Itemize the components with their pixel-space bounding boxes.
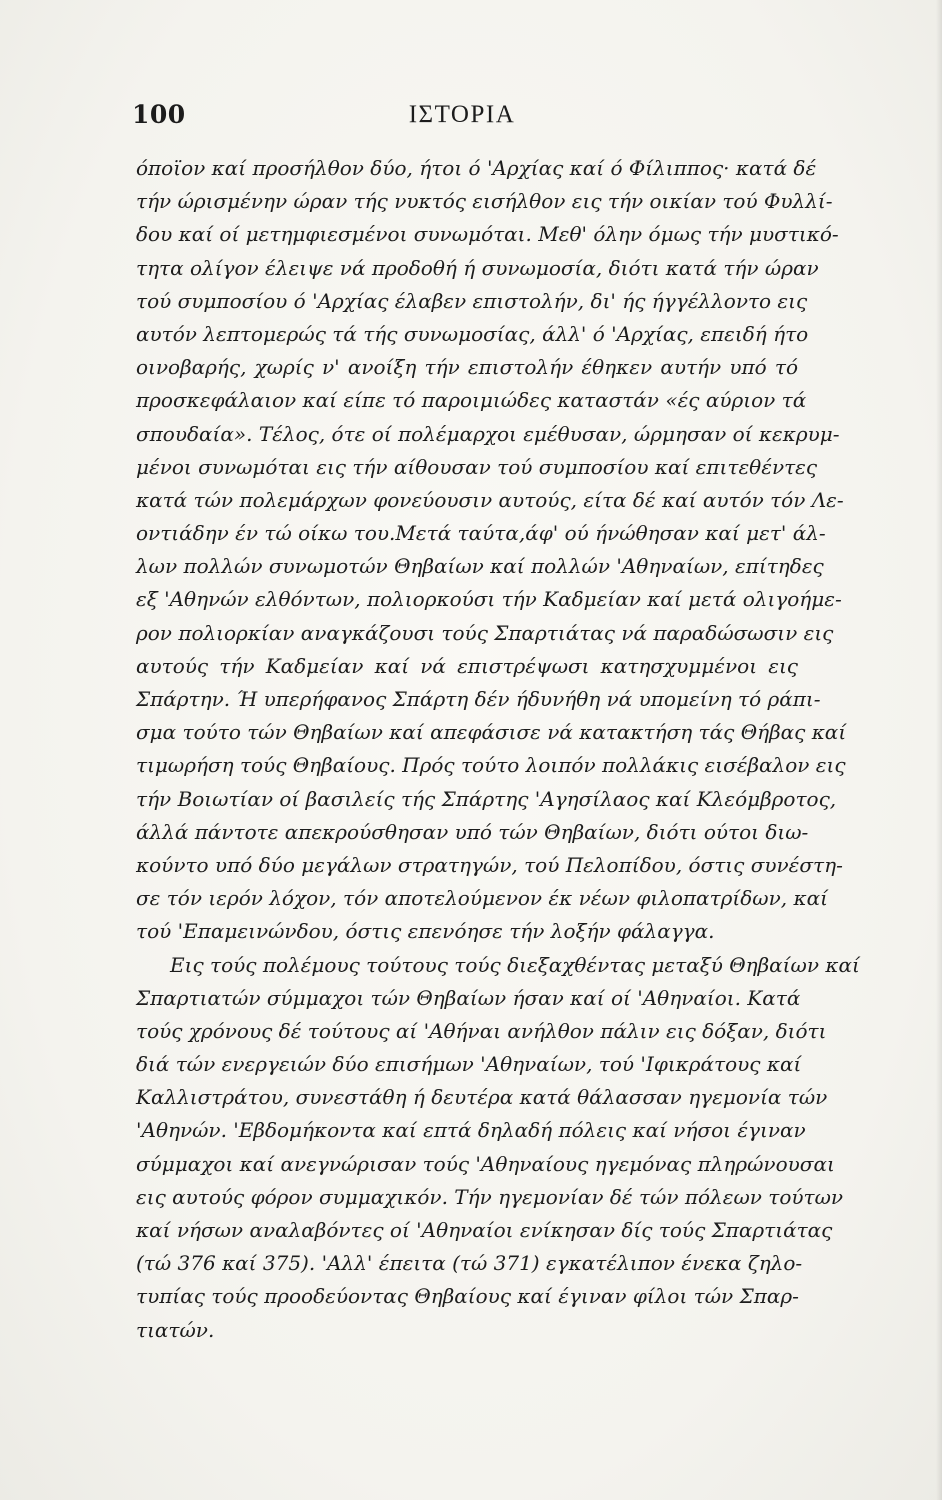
text-line: εξ 'Αθηνών ελθόντων, πολιορκούσι τήν Καδμείαν καί μετά ολιγοήμε- bbox=[136, 587, 842, 612]
text-line: τυπίας τούς προοδεύοντας Θηβαίους καί έγιναν φίλοι τών Σπαρ- bbox=[136, 1284, 799, 1309]
text-line: σμα τούτο τών Θηβαίων καί απεφάσισε νά κατακτήση τάς Θήβας καί bbox=[136, 720, 847, 745]
text-line: τού συμποσίου ό 'Αρχίας έλαβεν επιστολήν, δι' ής ήγγέλλοντο εις bbox=[136, 288, 808, 313]
text-line: τήν ώρισμένην ώραν τής νυκτός εισήλθον εις τήν οικίαν τού Φυλλί- bbox=[136, 189, 833, 214]
text-line: λων πολλών συνωμοτών Θηβαίων καί πολλών 'Αθηναίων, επίτηδες bbox=[136, 554, 824, 579]
text-line: (τώ 376 καί 375). 'Αλλ' έπειτα (τώ 371) εγκατέλιπον ένεκα ζηλο- bbox=[136, 1251, 803, 1276]
text-line: μένοι συνωμόται εις τήν αίθουσαν τού συμποσίου καί επιτεθέντες bbox=[136, 454, 818, 479]
text-line: Σπάρτην. Ή υπερήφανος Σπάρτη δέν ήδυνήθη νά υπομείνη τό ράπι- bbox=[136, 687, 821, 711]
text-line: τού 'Επαμεινώνδου, όστις επενόησε τήν λοξήν φάλαγγα. bbox=[136, 919, 715, 944]
text-line: καί νήσων αναλαβόντες οί 'Αθηναίοι ενίκησαν δίς τούς Σπαρτιάτας bbox=[136, 1218, 833, 1242]
text-line: ρον πολιορκίαν αναγκάζουσι τούς Σπαρτιάτας νά παραδώσωσιν εις bbox=[136, 620, 834, 645]
text-line: Καλλιστράτου, συνεστάθη ή δευτέρα κατά θάλασσαν ηγεμονία τών bbox=[136, 1085, 828, 1110]
text-line: οντιάδην έν τώ οίκω του.Μετά ταύτα,άφ' ού ήνώθησαν καί μετ' άλ- bbox=[136, 521, 826, 546]
text-line: κατά τών πολεμάρχων φονεύουσιν αυτούς, είτα δέ καί αυτόν τόν Λε- bbox=[136, 487, 844, 512]
text-line: 'Αθηνών. 'Εβδομήκοντα καί επτά δηλαδή πόλεις καί νήσοι έγιναν bbox=[136, 1118, 806, 1143]
running-title: ΙΣΤΟΡΙΑ bbox=[408, 101, 516, 128]
text-line: Σπαρτιατών σύμμαχοι τών Θηβαίων ήσαν καί οί 'Αθηναίοι. Κατά bbox=[136, 985, 801, 1010]
text-line: τιμωρήση τούς Θηβαίους. Πρός τούτο λοιπόν πολλάκις εισέβαλον εις bbox=[136, 753, 846, 778]
text-line: σύμμαχοι καί ανεγνώρισαν τούς 'Αθηναίους ηγεμόνας πληρώνουσαι bbox=[136, 1151, 835, 1176]
text-line: αυτούς τήν Καδμείαν καί νά επιστρέψωσι κατησχυμμένοι εις bbox=[136, 653, 798, 678]
text-line: κούντο υπό δύο μεγάλων στρατηγών, τού Πελοπίδου, όστις συνέστη- bbox=[136, 852, 843, 877]
text-line: τούς χρόνους δέ τούτους αί 'Αθήναι ανήλθον πάλιν εις δόξαν, διότι bbox=[136, 1018, 827, 1043]
text-line: άλλά πάντοτε απεκρούσθησαν υπό τών Θηβαίων, διότι ούτοι διω- bbox=[136, 819, 809, 844]
page-header bbox=[132, 100, 792, 136]
text-line: σπουδαία». Τέλος, ότε οί πολέμαρχοι εμέθυσαν, ώρμησαν οί κεκρυμ- bbox=[136, 421, 840, 446]
text-line: τιατών. bbox=[136, 1317, 215, 1342]
text-line: σε τόν ιερόν λόχον, τόν αποτελούμενον έκ νέων φιλοπατρίδων, καί bbox=[136, 886, 828, 911]
body-text bbox=[136, 152, 860, 1347]
text-line: διά τών ενεργειών δύο επισήμων 'Αθηναίων, τού 'Ιφικράτους καί bbox=[136, 1052, 802, 1077]
text-line: τήν Βοιωτίαν οί βασιλείς τής Σπάρτης 'Αγησίλαος καί Κλεόμβροτος, bbox=[136, 786, 837, 811]
text-line: Εις τούς πολέμους τούτους τούς διεξαχθέντας μεταξύ Θηβαίων καί bbox=[170, 952, 860, 977]
text-line: δου καί οί μετημφιεσμένοι συνωμόται. Μεθ' όλην όμως τήν μυστικό- bbox=[136, 222, 839, 247]
page-number: 100 bbox=[132, 100, 186, 129]
text-line: προσκεφάλαιον καί είπε τό παροιμιώδες καταστάν «ές αύριον τά bbox=[136, 388, 807, 413]
text-line: όποϊον καί προσήλθον δύο, ήτοι ό 'Αρχίας καί ό Φίλιππος· κατά δέ bbox=[136, 156, 817, 180]
text-line: τητα ολίγον έλειψε νά προδοθή ή συνωμοσία, διότι κατά τήν ώραν bbox=[136, 255, 819, 280]
text-line: οινοβαρής, χωρίς ν' ανοίξη τήν επιστολήν έθηκεν αυτήν υπό τό bbox=[136, 355, 798, 380]
page-edge-shadow bbox=[936, 0, 942, 1500]
text-line: αυτόν λεπτομερώς τά τής συνωμοσίας, άλλ' ό 'Αρχίας, επειδή ήτο bbox=[136, 321, 809, 346]
text-line: εις αυτούς φόρον συμμαχικόν. Τήν ηγεμονίαν δέ τών πόλεων τούτων bbox=[136, 1184, 844, 1209]
